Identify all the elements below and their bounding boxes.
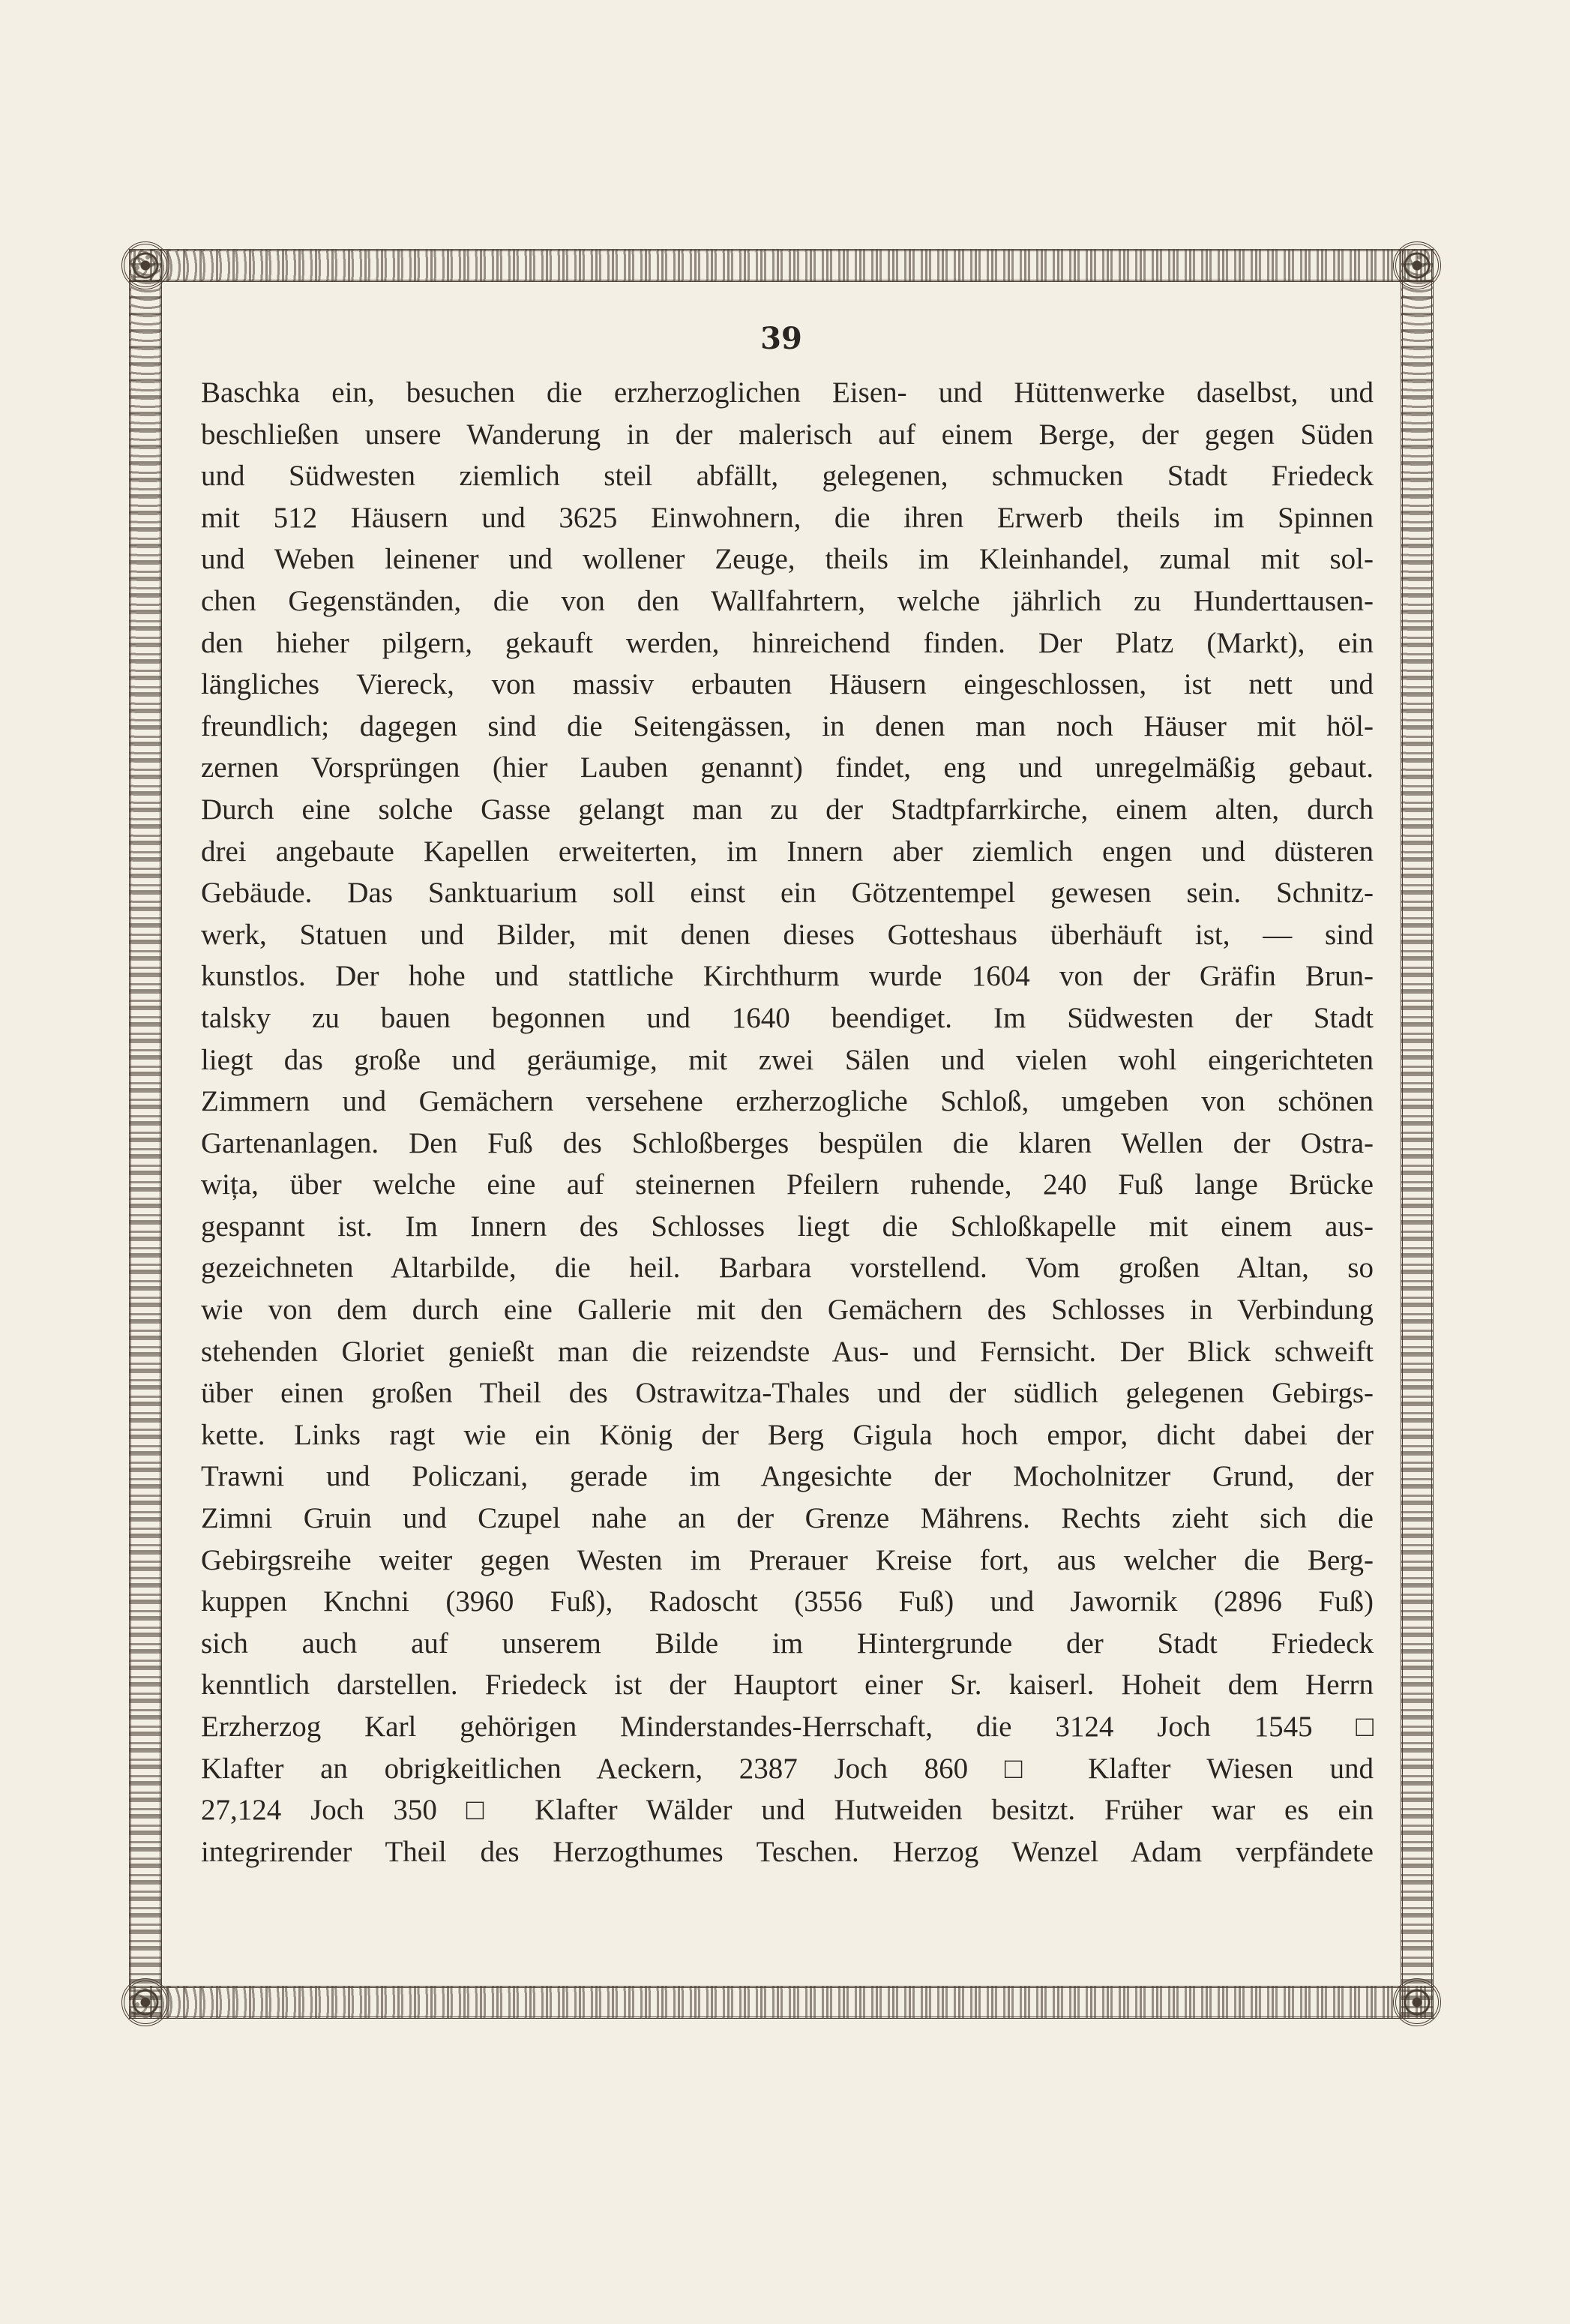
corner-ornament-icon	[121, 241, 169, 289]
ornamental-border-right	[1401, 249, 1434, 2019]
text-line: gezeichneten Altarbilde, die heil. Barbara vorstellend. Vom großen Altan, so	[201, 1252, 1374, 1285]
text-line: mit 512 Häusern und 3625 Einwohnern, die ihren Erwerb theils im Spinnen	[201, 501, 1374, 534]
text-line: freundlich; dagegen sind die Seitengässen, in denen man noch Häuser mit höl-	[201, 709, 1374, 742]
corner-ornament-icon	[121, 1978, 169, 2026]
text-line: kette. Links ragt wie ein König der Berg Gigula hoch empor, dicht dabei der	[201, 1418, 1374, 1451]
body-text	[201, 372, 1374, 1873]
text-line: über einen großen Theil des Ostrawitza-Thales und der südlich gelegenen Gebirgs-	[201, 1377, 1374, 1410]
text-line: kunstlos. Der hohe und stattliche Kirchthurm wurde 1604 von der Gräfin Brun-	[201, 960, 1374, 993]
text-line: den hieher pilgern, gekauft werden, hinreichend finden. Der Platz (Markt), ein	[201, 626, 1374, 659]
text-line: Gebirgsreihe weiter gegen Westen im Prerauer Kreise fort, aus welcher die Berg-	[201, 1543, 1374, 1576]
text-line: stehenden Gloriet genießt man die reizendste Aus- und Fernsicht. Der Blick schweift	[201, 1335, 1374, 1368]
page-number: 39	[760, 321, 802, 356]
text-line: drei angebaute Kapellen erweiterten, im Innern aber ziemlich engen und düsteren	[201, 835, 1374, 868]
text-line: längliches Viereck, von massiv erbauten Häusern eingeschlossen, ist nett und	[201, 668, 1374, 701]
text-line: Klafter an obrigkeitlichen Aeckern, 2387 Joch 860 □ Klafter Wiesen und	[201, 1752, 1374, 1785]
ornamental-border-bottom	[129, 1986, 1434, 2019]
text-line: chen Gegenständen, die von den Wallfahrtern, welche jährlich zu Hunderttausen-	[201, 584, 1374, 617]
text-line: Baschka ein, besuchen die erzherzoglichen Eisen- und Hüttenwerke daselbst, und	[201, 376, 1374, 409]
text-line: liegt das große und geräumige, mit zwei Sälen und vielen wohl eingerichteten	[201, 1043, 1374, 1076]
text-line: Gartenanlagen. Den Fuß des Schloßberges bespülen die klaren Wellen der Ostra-	[201, 1126, 1374, 1159]
text-line: sich auch auf unserem Bilde im Hintergrunde der Stadt Friedeck	[201, 1627, 1374, 1660]
text-line: Durch eine solche Gasse gelangt man zu der Stadtpfarrkirche, einem alten, durch	[201, 793, 1374, 826]
text-line: gespannt ist. Im Innern des Schlosses liegt die Schloßkapelle mit einem aus-	[201, 1210, 1374, 1243]
text-line: kenntlich darstellen. Friedeck ist der Hauptort einer Sr. kaiserl. Hoheit dem Herrn	[201, 1669, 1374, 1702]
text-line: zernen Vorsprüngen (hier Lauben genannt) findet, eng und unregelmäßig gebaut.	[201, 751, 1374, 784]
text-line: talsky zu bauen begonnen und 1640 beendiget. Im Südwesten der Stadt	[201, 1001, 1374, 1034]
text-line: Zimni Gruin und Czupel nahe an der Grenze Mährens. Rechts zieht sich die	[201, 1502, 1374, 1535]
ornamental-border-left	[129, 249, 162, 2019]
text-line: integrirender Theil des Herzogthumes Teschen. Herzog Wenzel Adam verpfändete	[201, 1835, 1374, 1868]
text-line: wița, über welche eine auf steinernen Pfeilern ruhende, 240 Fuß lange Brücke	[201, 1168, 1374, 1201]
text-line: 27,124 Joch 350 □ Klafter Wälder und Hutweiden besitzt. Früher war es ein	[201, 1794, 1374, 1827]
text-line: Gebäude. Das Sanktuarium soll einst ein Götzentempel gewesen sein. Schnitz-	[201, 877, 1374, 910]
text-line: wie von dem durch eine Gallerie mit den Gemächern des Schlosses in Verbindung	[201, 1294, 1374, 1327]
corner-ornament-icon	[1393, 1978, 1441, 2026]
page-frame	[129, 249, 1434, 2019]
text-line: beschließen unsere Wanderung in der malerisch auf einem Berge, der gegen Süden	[201, 418, 1374, 451]
text-line: kuppen Knchni (3960 Fuß), Radoscht (3556 Fuß) und Jawornik (2896 Fuß)	[201, 1585, 1374, 1618]
text-line: Trawni und Policzani, gerade im Angesichte der Mocholnitzer Grund, der	[201, 1460, 1374, 1493]
text-line: und Südwesten ziemlich steil abfällt, gelegenen, schmucken Stadt Friedeck	[201, 460, 1374, 493]
text-line: Zimmern und Gemächern versehene erzherzogliche Schloß, umgeben von schönen	[201, 1085, 1374, 1118]
ornamental-border-top	[129, 249, 1434, 282]
corner-ornament-icon	[1393, 241, 1441, 289]
text-line: werk, Statuen und Bilder, mit denen dieses Gotteshaus überhäuft ist, — sind	[201, 918, 1374, 951]
text-line: und Weben leinener und wollener Zeuge, theils im Kleinhandel, zumal mit sol-	[201, 543, 1374, 576]
text-line: Erzherzog Karl gehörigen Minderstandes-Herrschaft, die 3124 Joch 1545 □	[201, 1711, 1374, 1743]
